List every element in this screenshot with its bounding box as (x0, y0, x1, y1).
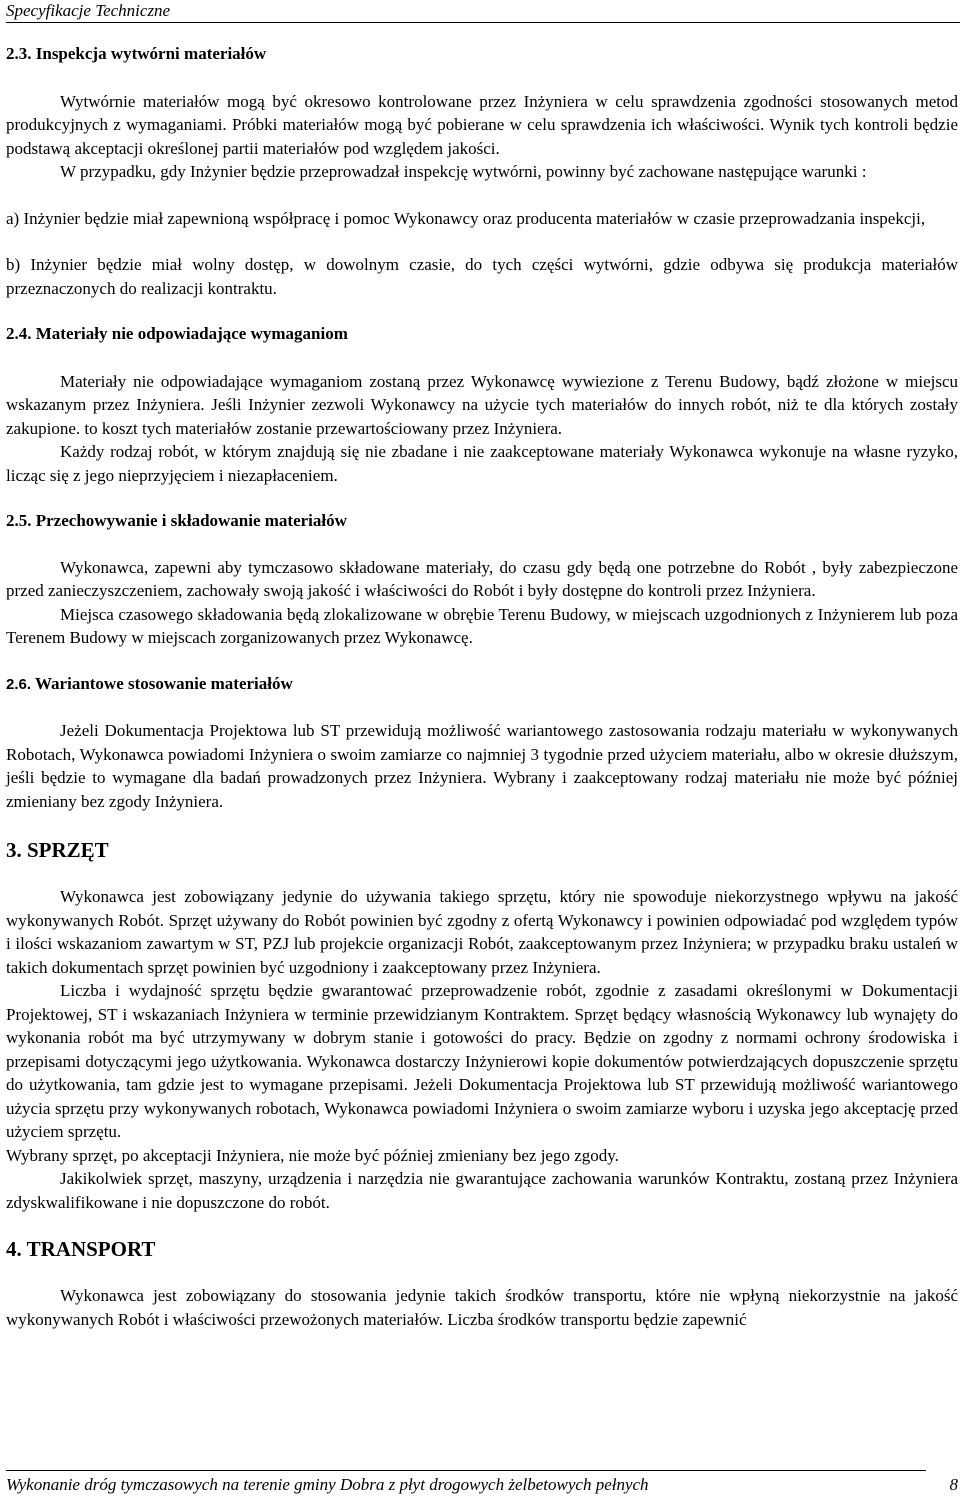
chapter-heading-transport: 4. TRANSPORT (6, 1237, 156, 1261)
document-body (6, 42, 958, 1331)
paragraph: Jakikolwiek sprzęt, maszyny, urządzenia i narzędzia nie gwarantujące zachowania warunków Kontraktu, zostaną przez Inżyniera zdyskwalifikowane i nie dopuszczone do robót. (6, 1169, 958, 1212)
section-heading-2-5 (6, 509, 958, 533)
section-title: Materiały nie odpowiadające wymaganiom (35, 324, 348, 343)
paragraph: Wytwórnie materiałów mogą być okresowo kontrolowane przez Inżyniera w celu sprawdzenia zgodności stosowanych metod produkcyjnych z wymaganiami. Próbki materiałów mogą być pobierane w celu sprawdzenia ich właściwości. Wynik tych kontroli będzie podstawą akceptacji określonej partii materiałów pod względem jakości. (6, 91, 958, 158)
footer-rule (6, 1470, 926, 1471)
paragraph: W przypadku, gdy Inżynier będzie przeprowadzał inspekcję wytwórni, powinny być zachowane następujące warunki : (60, 162, 867, 181)
chapter-heading-sprzet: 3. SPRZĘT (6, 838, 109, 862)
paragraph: Jeżeli Dokumentacja Projektowa lub ST przewidują możliwość wariantowego zastosowania rodzaju materiału w wykonywanych Robotach, Wykonawca powiadomi Inżyniera o swoim zamiarze co najmniej 3 tygodnie przed użyciem materiału, albo w okresie dłuższym, jeśli będzie to wymagane dla badań prowadzonych przez Inżyniera. Wybrany i zaakceptowany rodzaj materiału nie może być później zmieniany bez zgody Inżyniera. (6, 721, 958, 811)
header-rule (6, 22, 960, 23)
section-number: 2.3. (6, 44, 32, 63)
list-item-a: a) Inżynier będzie miał zapewnioną współpracę i pomoc Wykonawcy oraz producenta materiałów w czasie przeprowadzania inspekcji, (6, 208, 926, 228)
section-title: Wariantowe stosowanie materiałów (34, 673, 293, 693)
section-heading-2-6 (6, 672, 958, 697)
page-header (6, 0, 960, 24)
paragraph: Miejsca czasowego składowania będą zlokalizowane w obrębie Terenu Budowy, w miejscach uzgodnionych z Inżynierem lub poza Terenem Budowy w miejscach zorganizowanych przez Wykonawcę. (6, 604, 958, 647)
section-number: 2.6. (6, 675, 32, 693)
section-heading-2-3 (6, 42, 958, 66)
page-number: 8 (949, 1475, 958, 1494)
section-number: 2.4. (6, 324, 32, 343)
paragraph: Wykonawca jest zobowiązany jedynie do używania takiego sprzętu, który nie spowoduje niekorzystnego wpływu na jakość wykonywanych Robót. Sprzęt używany do Robót powinien być zgodny z ofertą Wykonawcy i powinien odpowiadać pod względem typów i ilości wskazaniom zawartym w ST, PZJ lub projekcie organizacji Robót, zaakceptowanym przez Inżyniera; w przypadku braku ustaleń w takich dokumentach sprzęt powinien być uzgodniony i zaakceptowany przez Inżyniera. (6, 887, 958, 977)
paragraph: Wykonawca jest zobowiązany do stosowania jedynie takich środków transportu, które nie wpłyną niekorzystnie na jakość wykonywanych Robót i właściwości przewożonych materiałów. Liczba środków transportu będzie zapewnić (6, 1286, 958, 1329)
paragraph: Liczba i wydajność sprzętu będzie gwarantować przeprowadzenie robót, zgodnie z zasadami określonymi w Dokumentacji Projektowej, ST i wskazaniach Inżyniera w terminie przewidzianym Kontraktem. Sprzęt będący własnością Wykonawcy lub wynajęty do wykonania robót ma być utrzymywany w dobrym stanie i gotowości do pracy. Będzie on zgodny z normami ochrony środowiska i przepisami dotyczącymi jego użytkowania. Wykonawca dostarczy Inżynierowi kopie dokumentów potwierdzających dopuszczenie sprzętu do użytkowania, tam gdzie jest to wymagane przepisami. Jeżeli Dokumentacja Projektowa lub ST przewidują możliwość wariantowego użycia sprzętu przy wykonywanych robotach, Wykonawca powiadomi Inżyniera o swoim zamiarze wyboru i uzyska jego akceptację przed użyciem sprzętu. (6, 981, 958, 1141)
page-footer (6, 1470, 960, 1500)
paragraph: Materiały nie odpowiadające wymaganiom zostaną przez Wykonawcę wywiezione z Terenu Budowy, bądź złożone w miejscu wskazanym przez Inżyniera. Jeśli Inżynier zezwoli Wykonawcy na użycie tych materiałów do innych robót, niż te dla których zostały zakupione. to koszt tych materiałów zostanie przewartościowany przez Inżyniera. (6, 371, 958, 438)
header-title: Specyfikacje Techniczne (6, 1, 171, 20)
section-number: 2.5. (6, 511, 32, 530)
paragraph: Wybrany sprzęt, po akceptacji Inżyniera, nie może być później zmieniany bez jego zgody. (6, 1145, 619, 1165)
paragraph: Wykonawca, zapewni aby tymczasowo składowane materiały, do czasu gdy będą one potrzebne do Robót , były zabezpieczone przed zanieczyszczeniem, zachowały swoją jakość i właściwości do Robót i były dostępne do kontroli przez Inżyniera. (6, 557, 958, 600)
list-item-b: b) Inżynier będzie miał wolny dostęp, w dowolnym czasie, do tych części wytwórni, gdzie odbywa się produkcja materiałów przeznaczonych do realizacji kontraktu. (6, 255, 958, 298)
footer-title: Wykonanie dróg tymczasowych na terenie gminy Dobra z płyt drogowych żelbetowych pełnych (6, 1475, 649, 1494)
section-title: Przechowywanie i składowanie materiałów (35, 511, 347, 530)
section-heading-2-4 (6, 322, 958, 346)
section-title: Inspekcja wytwórni materiałów (35, 44, 267, 63)
paragraph: Każdy rodzaj robót, w którym znajdują się nie zbadane i nie zaakceptowane materiały Wykonawca wykonuje na własne ryzyko, licząc się z jego nieprzyjęciem i niezapłaceniem. (6, 442, 958, 485)
